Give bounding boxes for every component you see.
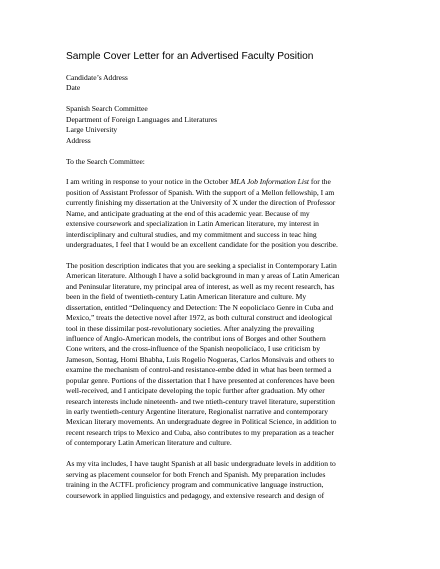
paragraph-line: Name, and anticipate graduating at the end of this academic year. Because of my [66, 208, 310, 218]
paragraph-line: Cone writers, and the cross-influence of the Spanish neopolicíaco, I use criticism by [66, 344, 321, 354]
paragraph-line: currently finishing my dissertation at the University of X under the direction of Professor [66, 198, 336, 208]
letter-paragraph [66, 459, 402, 501]
paragraph-line: undergraduates, I feel that I would be an excellent candidate for the position you describe. [66, 240, 338, 249]
paragraph-line: Mexican literary movements. An undergraduate degree in Political Science, in addition to [66, 417, 337, 427]
document-title: Sample Cover Letter for an Advertised Faculty Position [66, 51, 314, 62]
paragraph-line: well-received, and I anticipate developing the topic further after graduation. My other [66, 386, 325, 396]
recipient-line: Large University [66, 125, 118, 135]
paragraph-line: research interests include nineteenth- and twe ntieth-century travel literature, superstition [66, 396, 336, 406]
letter-paragraph [66, 177, 402, 250]
paragraph-line: serving as placement counselor for both French and Spanish. My preparation includes [66, 469, 326, 479]
paragraph-line: influence of Anglo-American models, the contribut ions of Borges and other Southern [66, 333, 326, 343]
paragraph-line: of contemporary Latin American literature and culture. [66, 438, 232, 448]
spacer [66, 94, 402, 104]
letter-paragraphs [66, 177, 402, 501]
paragraph-line: position of Assistant Professor of Spanish. With the support of a Mellon fellowship, I am [66, 187, 335, 197]
line-text: for the [309, 177, 331, 187]
sender-date-line: Date [66, 83, 81, 93]
paragraph-line: recent research trips to Mexico and Cuba, also contributes to my preparation as a teacher [66, 427, 335, 437]
letter-body [66, 73, 402, 501]
paragraph-line: Jameson, Sontag, Homi Bhabha, Luis Rogelio Nogueras, Carlos Monsivais and others to [66, 354, 335, 364]
spacer [66, 250, 402, 260]
letter-paragraph [66, 261, 402, 449]
paragraph-line: dissertation, entitled “Delinquency and Detection: The N eopolicíaco Genre in Cuba and [66, 302, 334, 312]
paragraph-line: examine the mechanism of control-and resistance-embe dded in what has been termed a [66, 365, 332, 375]
line-text: I am writing in response to your notice in the October [66, 177, 231, 187]
recipient-line: Department of Foreign Languages and Literatures [66, 114, 218, 124]
salutation: To the Search Committee: [66, 156, 145, 166]
paragraph-line: tool in these dissimilar post-revolutionary societies. After analyzing the prevailing [66, 323, 315, 333]
paragraph-line: been in the field of twentieth-century Latin American literature and culture. My [66, 292, 307, 302]
recipient-line: Address [66, 135, 91, 145]
paragraph-line: American literature. Although I have a solid background in man y areas of Latin American [66, 271, 340, 281]
paragraph-line: The position description indicates that you are seeking a specialist in Contemporary Latin [66, 260, 337, 270]
paragraph-line: in early twentieth-century Argentine literature, Regionalist narrative and contemporary [66, 407, 329, 416]
paragraph-line: training in the ACTFL proficiency program and communicative language instruction, [66, 480, 324, 490]
sender-address-line: Candidate’s Address [66, 73, 128, 82]
publication-title: MLA Job Information List [230, 177, 310, 187]
paragraph-line: extensive coursework and specialization in Latin American literature, my interest in [66, 219, 319, 229]
paragraph-line: popular genre. Portions of the dissertation that I have presented at conferences have been [66, 375, 335, 385]
paragraph-line [66, 177, 402, 187]
spacer [66, 167, 402, 177]
paragraph-line: Mexico,” treats the detective novel after 1972, as both cultural construct and ideological [66, 313, 333, 323]
paragraph-line: As my vita includes, I have taught Spanish at all basic undergraduate levels in addition to [66, 459, 336, 469]
paragraph-line: and Peninsular literature, my principal area of interest, as well as my recent research, has [66, 281, 335, 291]
recipient-line: Spanish Search Committee [66, 104, 148, 114]
paragraph-line: coursework in applied linguistics and pedagogy, and extensive research and design of [66, 490, 325, 500]
spacer [66, 449, 402, 459]
paragraph-line: interdisciplinary and cultural studies, and my commitment and success in teac hing [66, 229, 317, 239]
spacer [66, 146, 402, 156]
